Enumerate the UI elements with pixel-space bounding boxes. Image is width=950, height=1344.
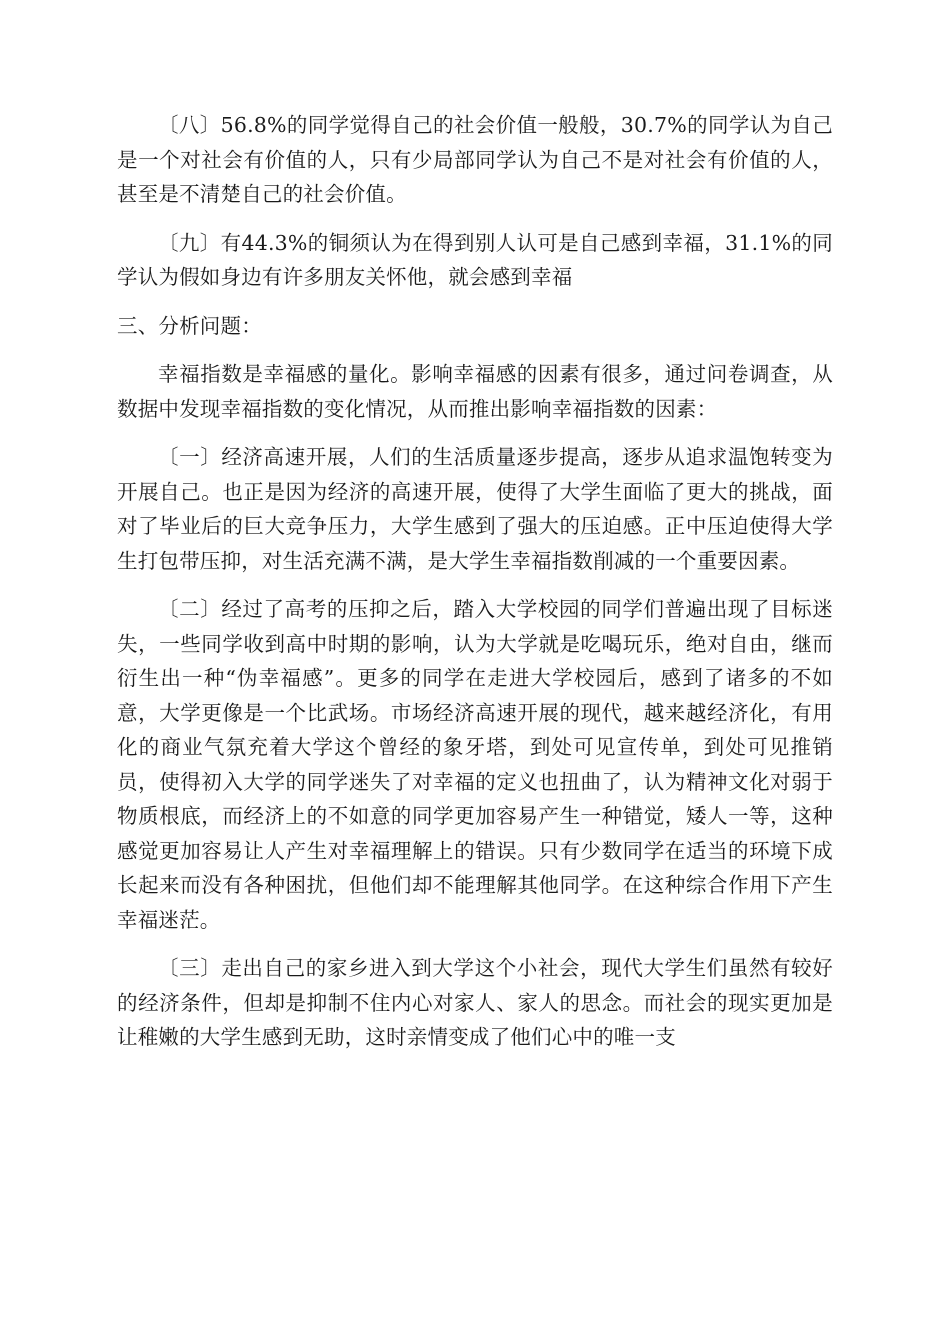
document-page [117, 108, 833, 1069]
paragraph-analysis-one: 〔一〕经济高速开展，人们的生活质量逐步提高，逐步从追求温饱转变为开展自己。也正是因为经济的高速开展，使得了大学生面临了更大的挑战，面对了毕业后的巨大竞争压力，大学生感到了强大的压迫感。正中压迫使得大学生打包带压抑，对生活充满不满，是大学生幸福指数削减的一个重要因素。 [117, 445, 833, 573]
section-heading-analysis: 三、分析问题： [117, 313, 262, 338]
paragraph-eight: 〔八〕56.8%的同学觉得自己的社会价值一般般，30.7%的同学认为自己是一个对社会有价值的人，只有少局部同学认为自己不是对社会有价值的人，甚至是不清楚自己的社会价值。 [117, 113, 833, 206]
paragraph-intro: 幸福指数是幸福感的量化。影响幸福感的因素有很多，通过问卷调查，从数据中发现幸福指数的变化情况，从而推出影响幸福指数的因素： [117, 362, 833, 421]
paragraph-analysis-three: 〔三〕走出自己的家乡进入到大学这个小社会，现代大学生们虽然有较好的经济条件，但却是抑制不住内心对家人、家人的思念。而社会的现实更加是让稚嫩的大学生感到无助，这时亲情变成了他们心中的唯一支 [117, 956, 833, 1049]
paragraph-analysis-two: 〔二〕经过了高考的压抑之后，踏入大学校园的同学们普遍出现了目标迷失，一些同学收到高中时期的影响，认为大学就是吃喝玩乐，绝对自由，继而衍生出一种“伪幸福感”。更多的同学在走进大学校园后，感到了诸多的不如意，大学更像是一个比武场。市场经济高速开展的现代，越来越经济化，有用化的商业气氛充着大学这个曾经的象牙塔，到处可见宣传单，到处可见推销员，使得初入大学的同学迷失了对幸福的定义也扭曲了，认为精神文化对弱于物质根底，而经济上的不如意的同学更加容易产生一种错觉，矮人一等，这种感觉更加容易让人产生对幸福理解上的错误。只有少数同学在适当的环境下成长起来而没有各种困扰，但他们却不能理解其他同学。在这种综合作用下产生幸福迷茫。 [117, 597, 833, 932]
paragraph-nine: 〔九〕有44.3%的铜须认为在得到别人认可是自己感到幸福，31.1%的同学认为假如身边有许多朋友关怀他，就会感到幸福 [117, 230, 833, 289]
